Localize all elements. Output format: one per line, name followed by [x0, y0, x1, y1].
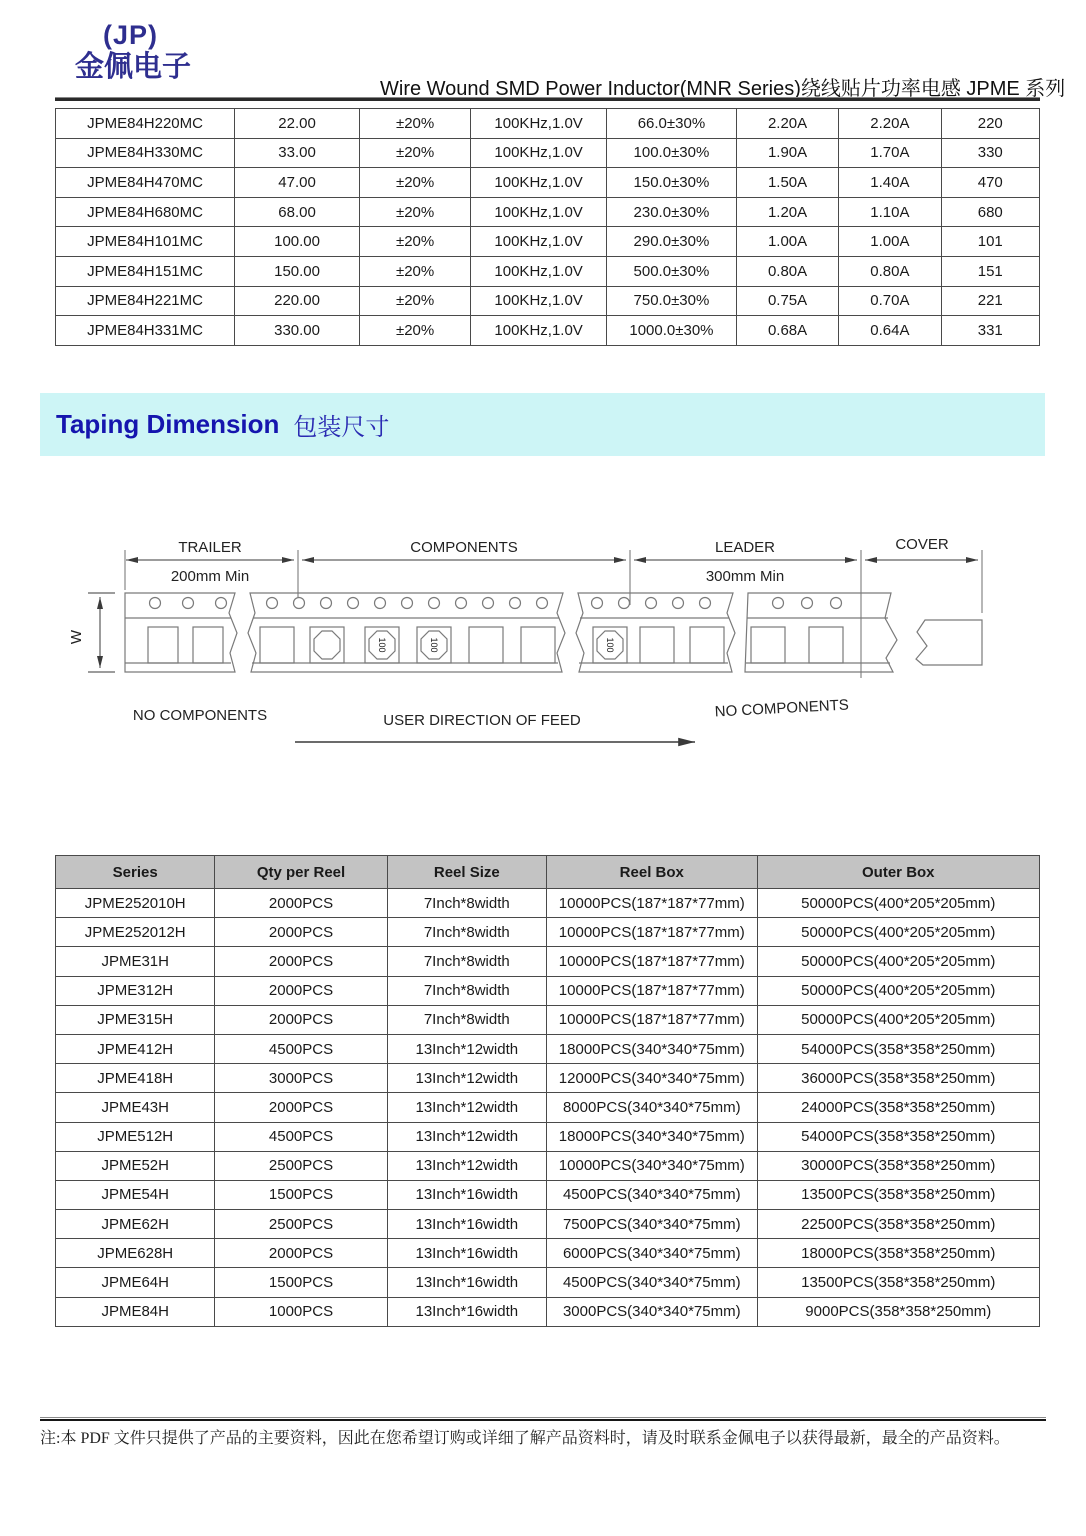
table-cell: 13Inch*12width [387, 1122, 546, 1151]
table-cell: JPME252010H [56, 889, 215, 918]
table-cell: 2000PCS [215, 918, 387, 947]
table-cell: ±20% [360, 197, 471, 227]
table-cell: 100KHz,1.0V [471, 197, 607, 227]
table-cell: JPME315H [56, 1005, 215, 1034]
table-cell: JPME84H680MC [56, 197, 235, 227]
table-cell: 1500PCS [215, 1180, 387, 1209]
table-cell: 4500PCS(340*340*75mm) [547, 1180, 758, 1209]
table-cell: 4500PCS [215, 1034, 387, 1063]
spec-table-container [55, 108, 1040, 346]
table-cell: ±20% [360, 227, 471, 257]
table-cell: 221 [941, 286, 1039, 316]
leader-label: LEADER [714, 539, 776, 556]
table-cell: 8000PCS(340*340*75mm) [547, 1093, 758, 1122]
table-cell: 2.20A [839, 109, 941, 139]
table-cell: JPME84H470MC [56, 168, 235, 198]
table-cell: JPME628H [56, 1239, 215, 1268]
footer-divider [40, 1417, 1046, 1421]
table-cell: 9000PCS(358*358*250mm) [757, 1297, 1039, 1326]
table-cell: 290.0±30% [607, 227, 737, 257]
table-cell: 47.00 [235, 168, 360, 198]
table-row [56, 1180, 1040, 1209]
table-cell: 2000PCS [215, 1093, 387, 1122]
table-row [56, 1034, 1040, 1063]
packing-header-row [56, 856, 1040, 889]
table-cell: 13Inch*16width [387, 1210, 546, 1239]
feed-direction-label: USER DIRECTION OF FEED [383, 712, 581, 729]
table-row [56, 286, 1040, 316]
table-cell: 2000PCS [215, 947, 387, 976]
no-components-left-label: NO COMPONENTS [132, 707, 268, 724]
table-cell: JPME31H [56, 947, 215, 976]
packing-table [55, 855, 1040, 1327]
component-marking-text: 100 [605, 637, 615, 653]
table-row [56, 109, 1040, 139]
column-header: Series [56, 856, 215, 889]
table-cell: 1.70A [839, 138, 941, 168]
table-cell: 100.0±30% [607, 138, 737, 168]
table-cell: 13500PCS(358*358*250mm) [757, 1180, 1039, 1209]
table-cell: 30000PCS(358*358*250mm) [757, 1151, 1039, 1180]
table-cell: 33.00 [235, 138, 360, 168]
table-row [56, 1297, 1040, 1326]
table-row [56, 316, 1040, 346]
table-cell: JPME52H [56, 1151, 215, 1180]
column-header: Reel Box [547, 856, 758, 889]
table-cell: 10000PCS(187*187*77mm) [547, 947, 758, 976]
logo-jp-text: (JP) [103, 20, 159, 50]
table-cell: JPME418H [56, 1064, 215, 1093]
table-cell: 3000PCS [215, 1064, 387, 1093]
packing-table-body [56, 889, 1040, 1327]
table-cell: JPME62H [56, 1210, 215, 1239]
table-cell: 4500PCS [215, 1122, 387, 1151]
table-cell: 0.75A [736, 286, 838, 316]
table-cell: 220.00 [235, 286, 360, 316]
table-cell: 13Inch*12width [387, 1064, 546, 1093]
table-cell: 18000PCS(358*358*250mm) [757, 1239, 1039, 1268]
table-cell: JPME43H [56, 1093, 215, 1122]
table-cell: 36000PCS(358*358*250mm) [757, 1064, 1039, 1093]
component-marking-text: 100 [429, 637, 439, 653]
table-cell: 4500PCS(340*340*75mm) [547, 1268, 758, 1297]
table-cell: 1.10A [839, 197, 941, 227]
section-title-en: Taping Dimension [56, 409, 280, 439]
table-cell: 13Inch*16width [387, 1180, 546, 1209]
section-title-cn: 包装尺寸 [293, 414, 390, 441]
taping-diagram [45, 520, 1045, 760]
table-cell: JPME412H [56, 1034, 215, 1063]
table-cell: 0.80A [839, 256, 941, 286]
table-cell: JPME84H221MC [56, 286, 235, 316]
tape-segment-leader2 [745, 593, 897, 672]
table-cell: 1.00A [736, 227, 838, 257]
table-cell: 2500PCS [215, 1151, 387, 1180]
table-cell: 2000PCS [215, 1239, 387, 1268]
table-row [56, 947, 1040, 976]
table-cell: 220 [941, 109, 1039, 139]
components-label: COMPONENTS [410, 539, 518, 556]
table-cell: 2000PCS [215, 976, 387, 1005]
table-cell: 18000PCS(340*340*75mm) [547, 1034, 758, 1063]
no-components-right-label: NO COMPONENTS [714, 696, 850, 721]
table-cell: JPME312H [56, 976, 215, 1005]
table-cell: 500.0±30% [607, 256, 737, 286]
table-cell: ±20% [360, 109, 471, 139]
table-row [56, 256, 1040, 286]
table-row [56, 889, 1040, 918]
table-row [56, 918, 1040, 947]
table-cell: 100KHz,1.0V [471, 286, 607, 316]
table-cell: 470 [941, 168, 1039, 198]
column-header: Reel Size [387, 856, 546, 889]
table-cell: ±20% [360, 256, 471, 286]
table-cell: 100KHz,1.0V [471, 316, 607, 346]
column-header: Qty per Reel [215, 856, 387, 889]
spec-table [55, 108, 1040, 346]
table-cell: 100.00 [235, 227, 360, 257]
table-cell: 13Inch*12width [387, 1151, 546, 1180]
trailer-min-label: 200mm Min [170, 568, 250, 585]
table-cell: 10000PCS(187*187*77mm) [547, 1005, 758, 1034]
header-divider [55, 97, 1040, 101]
dimension-ticks [125, 550, 982, 678]
tape-width-dimension [88, 593, 115, 672]
table-cell: 7Inch*8width [387, 889, 546, 918]
table-cell: ±20% [360, 316, 471, 346]
table-cell: 50000PCS(400*205*205mm) [757, 1005, 1039, 1034]
table-cell: 230.0±30% [607, 197, 737, 227]
table-cell: 10000PCS(187*187*77mm) [547, 918, 758, 947]
table-cell: 50000PCS(400*205*205mm) [757, 918, 1039, 947]
table-row [56, 1064, 1040, 1093]
table-cell: 12000PCS(340*340*75mm) [547, 1064, 758, 1093]
table-row [56, 1268, 1040, 1297]
table-row [56, 168, 1040, 198]
table-cell: JPME84H331MC [56, 316, 235, 346]
logo-company-name: 金佩电子 [75, 51, 192, 84]
table-cell: 7500PCS(340*340*75mm) [547, 1210, 758, 1239]
table-row [56, 138, 1040, 168]
table-cell: 22.00 [235, 109, 360, 139]
table-cell: 13Inch*16width [387, 1239, 546, 1268]
packing-table-head [56, 856, 1040, 889]
table-cell: 100KHz,1.0V [471, 168, 607, 198]
table-cell: 150.0±30% [607, 168, 737, 198]
leader-min-label: 300mm Min [705, 568, 785, 585]
table-cell: 68.00 [235, 197, 360, 227]
table-row [56, 1151, 1040, 1180]
table-cell: 0.64A [839, 316, 941, 346]
cover-label: COVER [895, 536, 949, 553]
table-cell: 150.00 [235, 256, 360, 286]
table-cell: JPME512H [56, 1122, 215, 1151]
table-cell: 7Inch*8width [387, 918, 546, 947]
section-banner [40, 393, 1045, 456]
table-cell: JPME84H [56, 1297, 215, 1326]
table-cell: 101 [941, 227, 1039, 257]
table-cell: 1.90A [736, 138, 838, 168]
table-cell: JPME252012H [56, 918, 215, 947]
tape-strip [125, 593, 982, 672]
cover-strip [916, 620, 982, 665]
table-cell: JPME84H220MC [56, 109, 235, 139]
table-cell: 7Inch*8width [387, 1005, 546, 1034]
table-cell: 7Inch*8width [387, 976, 546, 1005]
table-cell: 7Inch*8width [387, 947, 546, 976]
table-cell: 13Inch*16width [387, 1297, 546, 1326]
table-cell: JPME84H151MC [56, 256, 235, 286]
table-cell: 13Inch*12width [387, 1034, 546, 1063]
table-cell: 18000PCS(340*340*75mm) [547, 1122, 758, 1151]
table-cell: 2.20A [736, 109, 838, 139]
table-cell: 3000PCS(340*340*75mm) [547, 1297, 758, 1326]
table-cell: ±20% [360, 286, 471, 316]
trailer-label: TRAILER [178, 539, 242, 556]
table-cell: 13Inch*12width [387, 1093, 546, 1122]
table-cell: 1.40A [839, 168, 941, 198]
page-title: Wire Wound SMD Power Inductor(MNR Series)绕线贴片功率电感 JPME 系列 [380, 78, 1066, 100]
table-row [56, 1210, 1040, 1239]
table-cell: 24000PCS(358*358*250mm) [757, 1093, 1039, 1122]
table-cell: 1.50A [736, 168, 838, 198]
table-cell: 100KHz,1.0V [471, 227, 607, 257]
company-logo [75, 20, 191, 84]
table-cell: 50000PCS(400*205*205mm) [757, 947, 1039, 976]
table-cell: JPME84H330MC [56, 138, 235, 168]
table-cell: 1000PCS [215, 1297, 387, 1326]
component-marking-text: 100 [377, 637, 387, 653]
packing-table-container [55, 855, 1040, 1327]
table-cell: 331 [941, 316, 1039, 346]
table-cell: ±20% [360, 138, 471, 168]
table-cell: 10000PCS(340*340*75mm) [547, 1151, 758, 1180]
table-cell: JPME54H [56, 1180, 215, 1209]
component-body [314, 631, 340, 659]
table-row [56, 1005, 1040, 1034]
table-row [56, 976, 1040, 1005]
table-cell: 750.0±30% [607, 286, 737, 316]
table-cell: 2000PCS [215, 1005, 387, 1034]
table-cell: 10000PCS(187*187*77mm) [547, 976, 758, 1005]
table-cell: JPME64H [56, 1268, 215, 1297]
table-cell: 680 [941, 197, 1039, 227]
table-cell: 13500PCS(358*358*250mm) [757, 1268, 1039, 1297]
table-cell: 0.70A [839, 286, 941, 316]
spec-table-body [56, 109, 1040, 346]
table-cell: 330.00 [235, 316, 360, 346]
table-cell: 6000PCS(340*340*75mm) [547, 1239, 758, 1268]
table-cell: 54000PCS(358*358*250mm) [757, 1122, 1039, 1151]
table-cell: 2000PCS [215, 889, 387, 918]
table-row [56, 1239, 1040, 1268]
table-cell: 1.20A [736, 197, 838, 227]
width-dimension-label: W [68, 629, 85, 645]
table-cell: 2500PCS [215, 1210, 387, 1239]
table-cell: 10000PCS(187*187*77mm) [547, 889, 758, 918]
table-row [56, 1122, 1040, 1151]
footer-note: 注:本 PDF 文件只提供了产品的主要资料，因此在您希望订购或详细了解产品资料时，请及时联系金佩电子以获得最新，最全的产品资料。 [40, 1430, 1010, 1447]
table-cell: 1500PCS [215, 1268, 387, 1297]
table-cell: 0.80A [736, 256, 838, 286]
table-cell: 22500PCS(358*358*250mm) [757, 1210, 1039, 1239]
table-cell: 66.0±30% [607, 109, 737, 139]
table-cell: 151 [941, 256, 1039, 286]
table-cell: 1.00A [839, 227, 941, 257]
table-cell: 50000PCS(400*205*205mm) [757, 889, 1039, 918]
table-cell: JPME84H101MC [56, 227, 235, 257]
table-cell: 13Inch*16width [387, 1268, 546, 1297]
table-cell: 54000PCS(358*358*250mm) [757, 1034, 1039, 1063]
table-row [56, 197, 1040, 227]
table-row [56, 227, 1040, 257]
table-cell: 0.68A [736, 316, 838, 346]
column-header: Outer Box [757, 856, 1039, 889]
table-cell: 100KHz,1.0V [471, 109, 607, 139]
table-cell: 1000.0±30% [607, 316, 737, 346]
table-cell: 330 [941, 138, 1039, 168]
table-cell: 50000PCS(400*205*205mm) [757, 976, 1039, 1005]
table-row [56, 1093, 1040, 1122]
table-cell: ±20% [360, 168, 471, 198]
table-cell: 100KHz,1.0V [471, 138, 607, 168]
table-cell: 100KHz,1.0V [471, 256, 607, 286]
